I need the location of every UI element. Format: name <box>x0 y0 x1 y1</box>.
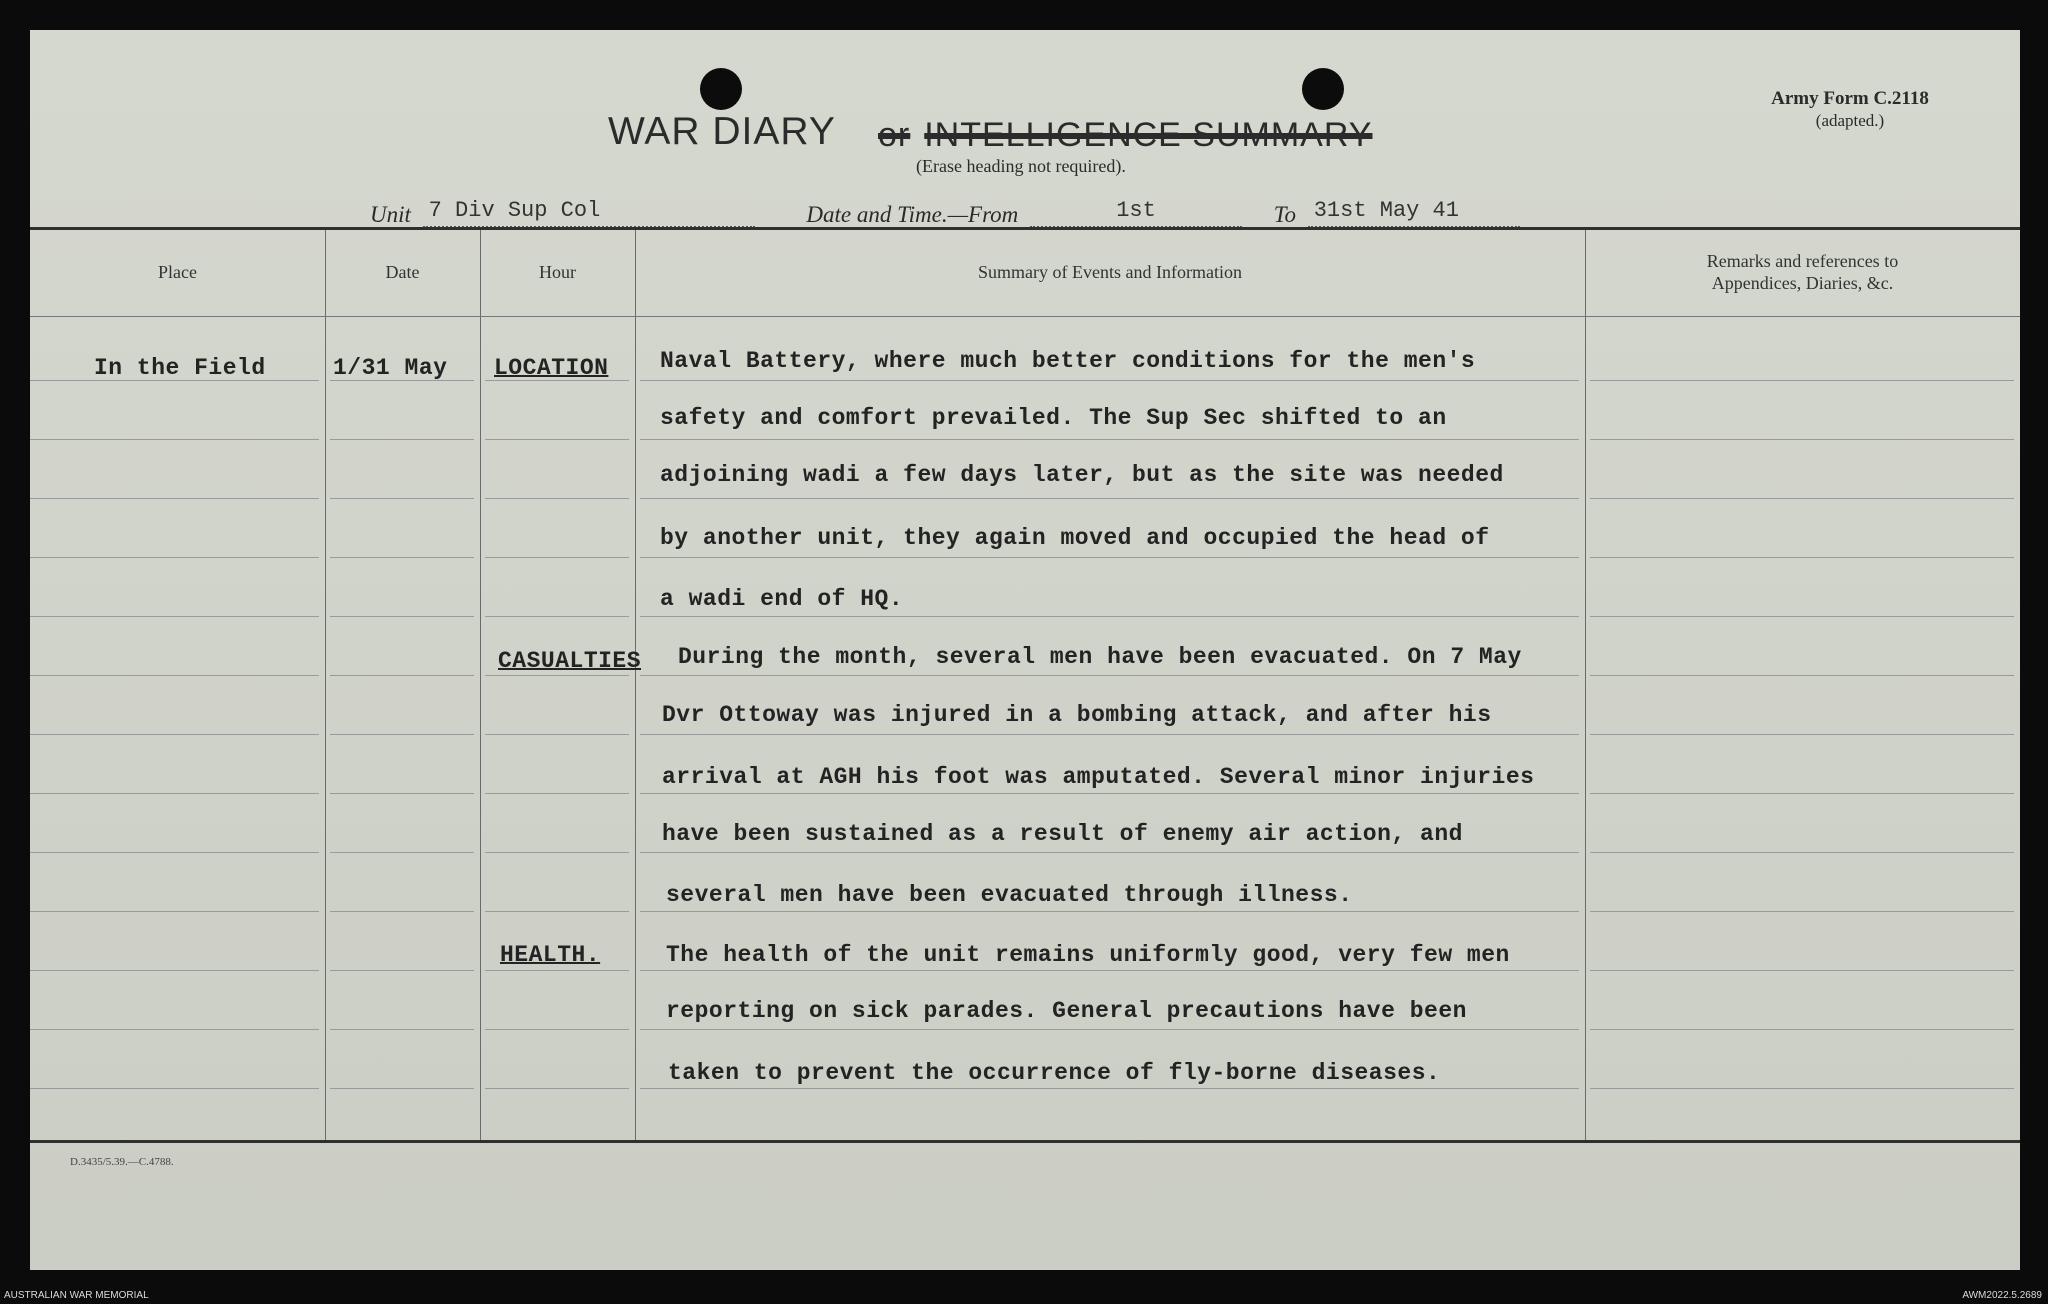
ruled-line <box>330 557 474 558</box>
army-form-number: Army Form C.2118 <box>1771 88 1929 109</box>
ruled-line <box>640 852 1579 853</box>
ruled-line <box>30 675 319 676</box>
ruled-line <box>1590 1088 2014 1089</box>
ruled-line <box>640 498 1579 499</box>
column-header-hour: Hour <box>539 262 576 282</box>
ruled-line <box>485 557 629 558</box>
ruled-line <box>1590 675 2014 676</box>
ruled-line <box>1590 793 2014 794</box>
ruled-line <box>640 675 1579 676</box>
army-form-adapted: (adapted.) <box>1815 111 1885 130</box>
ruled-line <box>30 439 319 440</box>
struck-heading <box>878 116 1372 155</box>
ruled-line <box>330 852 474 853</box>
erase-note: (Erase heading not required). <box>916 156 1126 176</box>
ruled-line <box>30 557 319 558</box>
remarks-line-1: Remarks and references to <box>1706 251 1899 271</box>
to-value: 31st May 41 <box>1308 198 1520 228</box>
summary-line: taken to prevent the occurrence of fly-borne diseases. <box>668 1060 1441 1086</box>
ruled-line <box>30 734 319 735</box>
ruled-line <box>330 675 474 676</box>
from-value: 1st <box>1030 198 1242 228</box>
column-divider <box>1585 230 1586 1140</box>
entry-date: 1/31 May <box>333 355 448 381</box>
to-label: To <box>1273 202 1296 227</box>
summary-line: several men have been evacuated through illness. <box>666 882 1353 908</box>
summary-line: have been sustained as a result of enemy air action, and <box>662 821 1463 847</box>
ruled-line <box>30 970 319 971</box>
column-divider <box>325 230 326 1140</box>
ruled-line <box>485 439 629 440</box>
ruled-line <box>640 616 1579 617</box>
form-print-code: D.3435/5.39.—C.4788. <box>70 1156 174 1168</box>
ruled-line <box>640 557 1579 558</box>
ruled-line <box>1590 380 2014 381</box>
column-header-remarks <box>1585 250 2020 294</box>
ruled-line <box>30 852 319 853</box>
ruled-line <box>330 1088 474 1089</box>
ruled-line <box>640 734 1579 735</box>
ruled-line <box>30 911 319 912</box>
ruled-line <box>330 911 474 912</box>
punch-hole-left <box>700 68 742 110</box>
ruled-line <box>30 1029 319 1030</box>
ruled-line <box>30 793 319 794</box>
army-form-id <box>1750 88 1950 132</box>
hour-casualties: CASUALTIES <box>498 648 642 674</box>
column-divider <box>480 230 481 1140</box>
ruled-line <box>30 498 319 499</box>
column-header-place: Place <box>158 262 197 282</box>
ruled-line <box>330 970 474 971</box>
column-divider <box>635 230 636 1140</box>
summary-line: safety and comfort prevailed. The Sup Sec shifted to an <box>660 405 1447 431</box>
ruled-line <box>330 498 474 499</box>
unit-label: Unit <box>370 202 411 227</box>
header-rule <box>30 316 2020 317</box>
ruled-line <box>330 439 474 440</box>
summary-line: reporting on sick parades. General precautions have been <box>666 998 1467 1024</box>
entry-place: In the Field <box>94 355 266 381</box>
summary-line: Naval Battery, where much better conditions for the men's <box>660 348 1476 374</box>
ruled-line <box>640 793 1579 794</box>
ruled-line <box>640 1029 1579 1030</box>
ruled-line <box>485 1088 629 1089</box>
ruled-line <box>640 911 1579 912</box>
ruled-line <box>485 616 629 617</box>
date-time-label: Date and Time.—From <box>806 202 1019 227</box>
ruled-line <box>1590 1029 2014 1030</box>
archive-credit: AUSTRALIAN WAR MEMORIAL <box>4 1290 149 1301</box>
ruled-line <box>485 793 629 794</box>
punch-hole-right <box>1302 68 1344 110</box>
ruled-line <box>30 1088 319 1089</box>
ruled-line <box>1590 439 2014 440</box>
ruled-line <box>485 852 629 853</box>
summary-line: adjoining wadi a few days later, but as the site was needed <box>660 462 1504 488</box>
remarks-line-2: Appendices, Diaries, &c. <box>1711 273 1894 293</box>
table-bottom-rule <box>30 1140 2020 1143</box>
ruled-line <box>1590 911 2014 912</box>
hour-health: HEALTH. <box>500 942 601 968</box>
ruled-line <box>1590 616 2014 617</box>
ruled-line <box>485 970 629 971</box>
column-header-summary: Summary of Events and Information <box>978 262 1242 282</box>
ruled-line <box>330 734 474 735</box>
summary-line: a wadi end of HQ. <box>660 586 904 612</box>
ruled-line <box>1590 557 2014 558</box>
ruled-line <box>485 911 629 912</box>
ruled-line <box>1590 852 2014 853</box>
archive-reference: AWM2022.5.2689 <box>1962 1290 2042 1301</box>
ruled-line <box>485 675 629 676</box>
unit-value: 7 Div Sup Col <box>423 198 755 228</box>
column-header-date: Date <box>385 262 420 282</box>
struck-or: or <box>878 116 911 154</box>
struck-intelligence-summary: INTELLIGENCE SUMMARY <box>924 116 1373 154</box>
ruled-line <box>485 1029 629 1030</box>
ruled-line <box>640 439 1579 440</box>
ruled-line <box>640 380 1579 381</box>
ruled-line <box>30 616 319 617</box>
ruled-line <box>640 970 1579 971</box>
ruled-line <box>485 734 629 735</box>
form-title: WAR DIARY <box>608 110 836 153</box>
ruled-line <box>1590 970 2014 971</box>
ruled-line <box>330 793 474 794</box>
unit-date-line <box>370 198 1526 228</box>
summary-line: During the month, several men have been evacuated. On 7 May <box>678 644 1522 670</box>
ruled-line <box>1590 734 2014 735</box>
table-top-rule <box>30 227 2020 230</box>
hour-location: LOCATION <box>494 355 609 381</box>
summary-line: by another unit, they again moved and occupied the head of <box>660 525 1490 551</box>
ruled-line <box>640 1088 1579 1089</box>
war-diary-sheet <box>30 30 2020 1270</box>
ruled-line <box>485 498 629 499</box>
ruled-line <box>330 616 474 617</box>
summary-line: The health of the unit remains uniformly good, very few men <box>666 942 1510 968</box>
summary-line: Dvr Ottoway was injured in a bombing attack, and after his <box>662 702 1492 728</box>
ruled-line <box>330 1029 474 1030</box>
summary-line: arrival at AGH his foot was amputated. Several minor injuries <box>662 764 1535 790</box>
ruled-line <box>1590 498 2014 499</box>
